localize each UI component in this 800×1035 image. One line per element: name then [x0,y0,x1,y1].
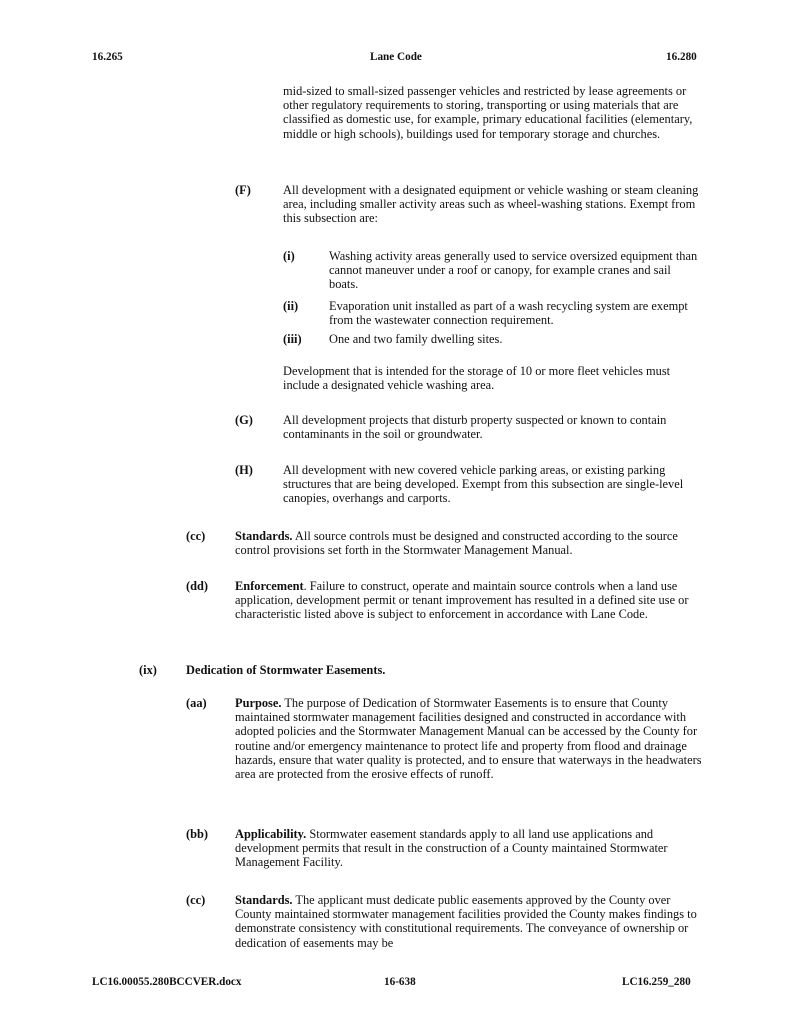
item-G-text: All development projects that disturb property suspected or known to contain contaminants in the soil or groundwater. [283,413,667,442]
item-F-label: (F) [235,183,251,197]
header-section-right: 16.280 [666,51,697,63]
item-cc-body: All source controls must be designed and constructed according to the source control provisions set forth in the Stormwater Management Manual. [235,529,678,558]
item-H-label: (H) [235,463,253,477]
item-bb-text [235,827,705,870]
section-ix-label: (ix) [139,663,157,677]
item-dd-body: . Failure to construct, operate and maintain source controls when a land use application, development permit or tenant improvement has resulted in a defined site use or characteristic listed above is subject to enforcement in accordance with Lane Code. [235,579,689,622]
item-dd-text [235,579,707,622]
item-bb-body: Stormwater easement standards apply to all land use applications and development permits that result in the construction of a County maintained Stormwater Management Facility. [235,827,668,870]
sub-item-iii-label: (iii) [283,332,302,346]
item-G-label: (G) [235,413,253,427]
sub-item-ii-label: (ii) [283,299,299,313]
sub-item-iii-text: One and two family dwelling sites. [329,332,503,346]
item-dd-title: Enforcement [235,579,304,593]
sub-item-i-label: (i) [283,249,295,263]
section-ix-title: Dedication of Stormwater Easements. [186,663,386,677]
item-cc-label: (cc) [186,529,206,543]
item-H-text: All development with new covered vehicle parking areas, or existing parking structures that are being developed. Exempt from this subsection are single-level canopies, overhangs and carports. [283,463,684,506]
footer-page-number: 16-638 [384,976,416,988]
item-dd-label: (dd) [186,579,209,593]
item-bb-title: Applicability. [235,827,307,841]
header-title: Lane Code [370,51,422,63]
footer-section-id: LC16.259_280 [622,976,691,988]
item-cc2-label: (cc) [186,893,206,907]
item-aa-text [235,696,703,781]
item-aa-body: The purpose of Dedication of Stormwater Easements is to ensure that County maintained stormwater management facilities designed and constructed in accordance with adopted policies and the Stormwater Management Manual can be accessed by the County for routine and/or emergency maintenance to protect life and property from flood and drainage hazards, ensure that water quality is protected, and to ensure that waterways in the headwaters area are protected from the erosive effects of runoff. [235,696,702,782]
item-cc2-text [235,893,697,950]
item-aa-label: (aa) [186,696,207,710]
item-F-closing-paragraph: Development that is intended for the storage of 10 or more fleet vehicles must include a designated vehicle washing area. [283,364,671,393]
sub-item-i-text: Washing activity areas generally used to service oversized equipment than cannot maneuver under a roof or canopy, for example cranes and sail boats. [329,249,698,292]
item-cc-text [235,529,705,557]
header-section-left: 16.265 [92,51,123,63]
item-aa-title: Purpose. [235,696,282,710]
item-cc2-body: The applicant must dedicate public easements approved by the County over County maintained stormwater management facilities provided the County makes findings to demonstrate consistency with constitutional requirements. The conveyance of ownership or dedication of easements may be [235,893,697,950]
intro-paragraph: mid-sized to small-sized passenger vehicles and restricted by lease agreements or other regulatory requirements to storing, transporting or using materials that are classified as domestic use, for example, primary educational facilities (elementary, middle or high schools), buildings used for temporary storage and churches. [283,84,693,141]
footer-filename: LC16.00055.280BCCVER.docx [92,976,242,988]
item-cc-title: Standards. [235,529,293,543]
item-cc2-title: Standards. [235,893,293,907]
sub-item-ii-text: Evaporation unit installed as part of a wash recycling system are exempt from the wastewater connection requirement. [329,299,688,328]
item-bb-label: (bb) [186,827,209,841]
item-F-text: All development with a designated equipment or vehicle washing or steam cleaning area, including smaller activity areas such as wheel-washing stations. Exempt from this subsection are: [283,183,699,226]
